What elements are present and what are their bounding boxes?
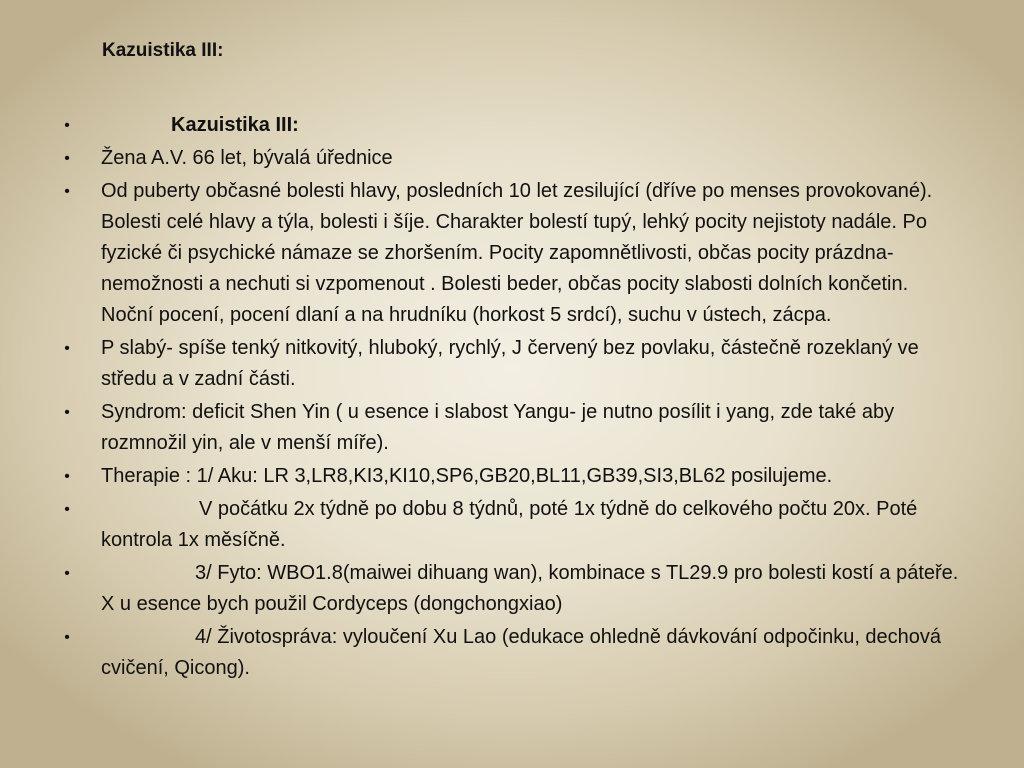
item-text: V počátku 2x týdně po dobu 8 týdnů, poté 1x týdně do celkového počtu 20x. Poté kontrola 1x měsíčně. <box>101 498 918 551</box>
bullet-icon: • <box>64 150 70 167</box>
slide-title: Kazuistika III: <box>102 40 224 61</box>
bullet-icon: • <box>64 565 70 582</box>
list-item <box>60 558 960 620</box>
bullet-icon: • <box>64 340 70 357</box>
list-item <box>60 461 960 492</box>
item-text: 4/ Životospráva: vyloučení Xu Lao (edukace ohledně dávkování odpočinku, dechová cvičení, Qicong). <box>101 626 942 679</box>
list-item <box>60 494 960 556</box>
item-heading: Kazuistika III: <box>171 114 299 136</box>
bullet-icon: • <box>64 501 70 518</box>
item-text: Od puberty občasné bolesti hlavy, posledních 10 let zesilující (dříve po menses provokované). Bolesti celé hlavy a týla, bolesti i šíje. Charakter bolestí tupý, lehký pocity nejistoty nadále. Po fyzické či psychické námaze se zhoršením. Pocity zapomnětlivosti, občas pocity prázdna- nemožnosti a nechuti si vzpomenout . Bolesti beder, občas pocity slabosti dolních končetin. Noční pocení, pocení dlaní a na hrudníku (horkost 5 srdcí), suchu v ústech, zácpa. <box>101 180 933 326</box>
item-text: 3/ Fyto: WBO1.8(maiwei dihuang wan), kombinace s TL29.9 pro bolesti kostí a páteře. X u esence bych použil Cordyceps (dongchongxiao) <box>101 562 959 615</box>
list-item <box>60 143 960 174</box>
list-item <box>60 176 960 331</box>
bullet-icon: • <box>64 468 70 485</box>
list-item <box>60 622 960 684</box>
list-item <box>60 110 960 141</box>
bullet-icon: • <box>64 404 70 421</box>
item-text: Syndrom: deficit Shen Yin ( u esence i slabost Yangu- je nutno posílit i yang, zde také aby rozmnožil yin, ale v menší míře). <box>101 401 895 454</box>
list-item <box>60 397 960 459</box>
bullet-icon: • <box>64 629 70 646</box>
item-text: Žena A.V. 66 let, bývalá úřednice <box>101 147 393 169</box>
item-text: Therapie : 1/ Aku: LR 3,LR8,KI3,KI10,SP6,GB20,BL11,GB39,SI3,BL62 posilujeme. <box>101 465 833 487</box>
bullet-list <box>60 110 960 686</box>
list-item <box>60 333 960 395</box>
bullet-icon: • <box>64 117 70 134</box>
item-text: P slabý- spíše tenký nitkovitý, hluboký, rychlý, J červený bez povlaku, částečně rozeklaný ve středu a v zadní části. <box>101 337 919 390</box>
bullet-icon: • <box>64 183 70 200</box>
